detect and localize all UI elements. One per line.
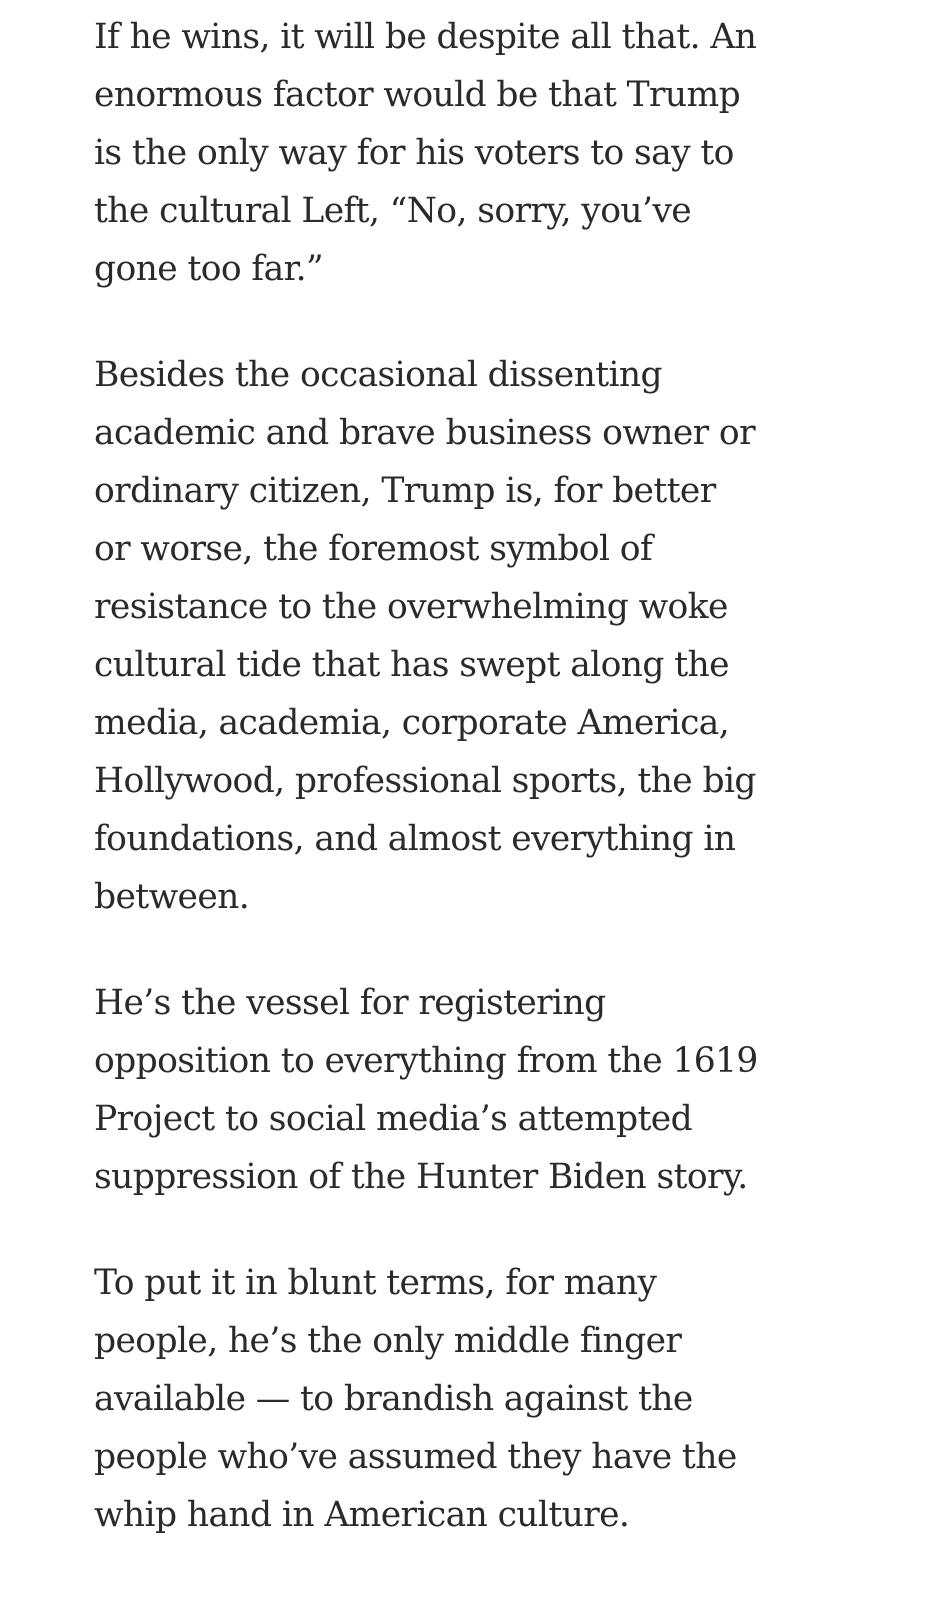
paragraph-line: Project to social media’s attempted <box>94 1099 693 1139</box>
paragraph-line: ordinary citizen, Trump is, for better <box>94 471 716 511</box>
article-body <box>94 8 854 1592</box>
paragraph-line: opposition to everything from the 1619 <box>94 1041 758 1081</box>
paragraph-2 <box>94 346 854 926</box>
paragraph-line: foundations, and almost everything in <box>94 819 736 859</box>
paragraph-line: To put it in blunt terms, for many <box>94 1263 657 1303</box>
paragraph-line: Hollywood, professional sports, the big <box>94 761 756 801</box>
paragraph-line: If he wins, it will be despite all that. An <box>94 17 757 57</box>
paragraph-line: gone too far.” <box>94 249 324 289</box>
paragraph-line: people who’ve assumed they have the <box>94 1437 737 1477</box>
paragraph-line: He’s the vessel for registering <box>94 983 606 1023</box>
paragraph-3 <box>94 974 854 1206</box>
paragraph-line: cultural tide that has swept along the <box>94 645 729 685</box>
paragraph-line: the cultural Left, “No, sorry, you’ve <box>94 191 692 231</box>
paragraph-line: or worse, the foremost symbol of <box>94 529 653 569</box>
paragraph-line: suppression of the Hunter Biden story. <box>94 1157 748 1197</box>
paragraph-line: between. <box>94 877 250 917</box>
paragraph-1 <box>94 8 854 298</box>
paragraph-line: whip hand in American culture. <box>94 1495 630 1535</box>
paragraph-line: Besides the occasional dissenting <box>94 355 662 395</box>
paragraph-line: media, academia, corporate America, <box>94 703 730 743</box>
paragraph-4 <box>94 1254 854 1544</box>
paragraph-line: academic and brave business owner or <box>94 413 755 453</box>
paragraph-line: enormous factor would be that Trump <box>94 75 741 115</box>
paragraph-line: resistance to the overwhelming woke <box>94 587 728 627</box>
paragraph-line: people, he’s the only middle finger <box>94 1321 682 1361</box>
paragraph-line: available — to brandish against the <box>94 1379 693 1419</box>
paragraph-line: is the only way for his voters to say to <box>94 133 734 173</box>
